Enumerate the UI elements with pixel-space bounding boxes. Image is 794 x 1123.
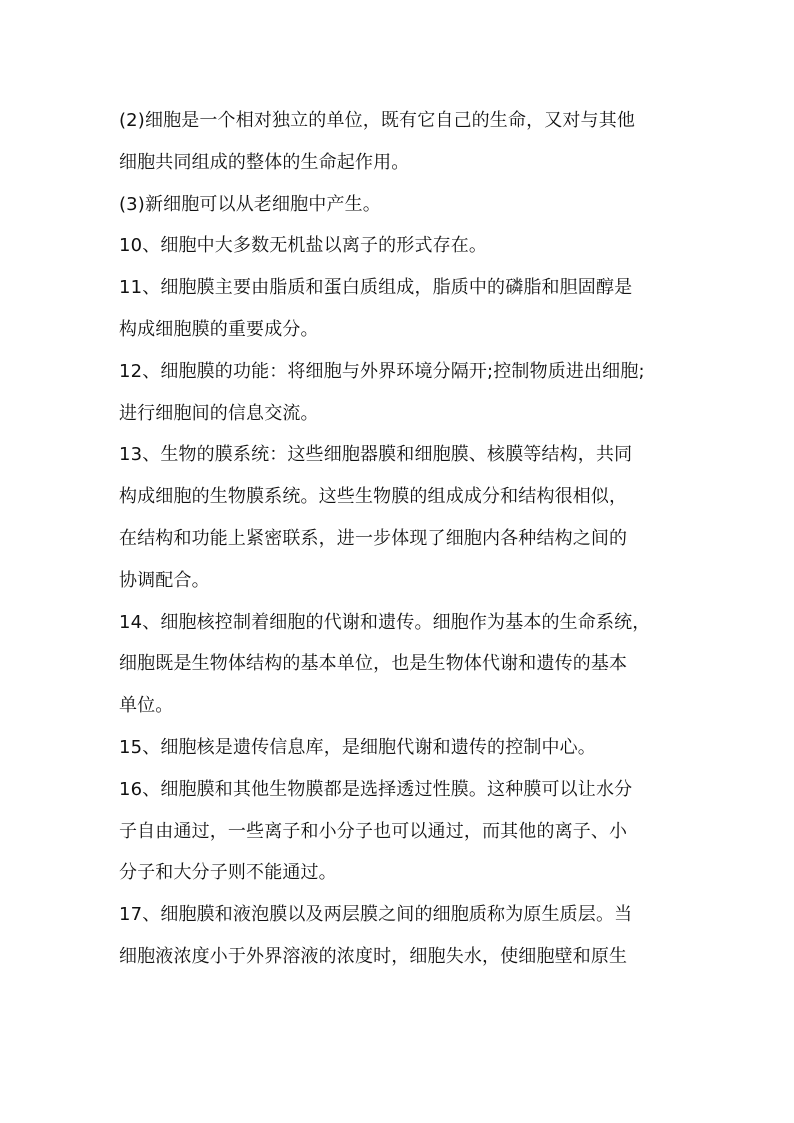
text-line: 在结构和功能上紧密联系，进一步体现了细胞内各种结构之间的	[119, 527, 628, 549]
text-line: 11、细胞膜主要由脂质和蛋白质组成，脂质中的磷脂和胆固醇是	[119, 277, 633, 299]
text-line: 细胞共同组成的整体的生命起作用。	[119, 151, 410, 173]
text-line: 16、细胞膜和其他生物膜都是选择透过性膜。这种膜可以让水分	[119, 778, 633, 800]
text-line: 协调配合。	[119, 569, 210, 591]
text-line: 细胞液浓度小于外界溶液的浓度时，细胞失水，使细胞壁和原生	[119, 945, 628, 967]
text-line: 13、生物的膜系统：这些细胞器膜和细胞膜、核膜等结构，共同	[119, 444, 633, 466]
text-line: 进行细胞间的信息交流。	[119, 402, 319, 424]
text-line: 17、细胞膜和液泡膜以及两层膜之间的细胞质称为原生质层。当	[119, 904, 633, 926]
text-line: 10、细胞中大多数无机盐以离子的形式存在。	[119, 235, 488, 257]
text-line: 构成细胞的生物膜系统。这些生物膜的组成成分和结构很相似，	[119, 486, 628, 508]
text-line: 单位。	[119, 695, 174, 717]
text-line: (3)新细胞可以从老细胞中产生。	[119, 193, 381, 215]
text-line: 14、细胞核控制着细胞的代谢和遗传。细胞作为基本的生命系统，	[119, 611, 651, 633]
text-line: 细胞既是生物体结构的基本单位，也是生物体代谢和遗传的基本	[119, 653, 628, 675]
document-body	[119, 100, 676, 978]
text-line: 15、细胞核是遗传信息库，是细胞代谢和遗传的控制中心。	[119, 736, 596, 758]
text-line: 12、细胞膜的功能：将细胞与外界环境分隔开;控制物质进出细胞;	[119, 360, 645, 382]
text-line: 子自由通过，一些离子和小分子也可以通过，而其他的离子、小	[119, 820, 628, 842]
text-line: 分子和大分子则不能通过。	[119, 862, 337, 884]
text-line: 构成细胞膜的重要成分。	[119, 318, 319, 340]
text-line: (2)细胞是一个相对独立的单位，既有它自己的生命，又对与其他	[119, 110, 635, 131]
